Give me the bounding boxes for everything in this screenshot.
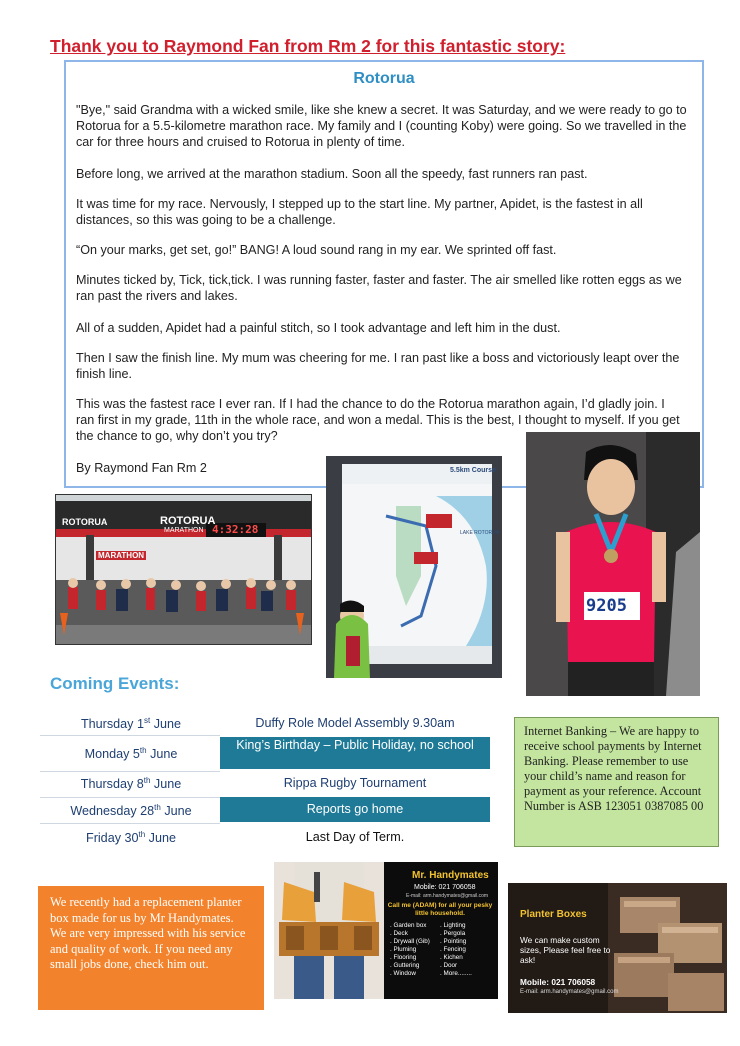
- story-paragraph: “On your marks, get set, go!” BANG! A loud sound rang in my ear. We sprinted off fast.: [76, 243, 557, 257]
- event-name: Duffy Role Model Assembly 9.30am: [255, 716, 455, 730]
- page-headline: Thank you to Raymond Fan from Rm 2 for this fantastic story:: [50, 36, 566, 56]
- banner-text: ROTORUA: [62, 517, 108, 527]
- story-paragraph: Before long, we arrived at the marathon stadium. Soon all the speedy, fast runners ran past.: [76, 167, 588, 181]
- ad-call: Call me (ADAM) for all your pesky little household.: [387, 902, 493, 917]
- story-paragraph: All of a sudden, Apidet had a painful stitch, so I took advantage and left him in the dust.: [76, 321, 561, 335]
- event-name: Rippa Rugby Tournament: [283, 776, 427, 790]
- ad-email: E-mail: arm.handymates@gmail.com: [406, 893, 489, 899]
- start-line-photo: [55, 494, 312, 645]
- planter-note: We recently had a replacement planter box made for us by Mr Handymates. We are very impressed with his service and quality of work. If you need any small jobs done, check him out.: [38, 886, 264, 1010]
- story-paragraph: Then I saw the finish line. My mum was cheering for me. I ran past like a boss and victoriously leapt over the finish line.: [76, 351, 680, 381]
- banner-text: ROTORUA: [160, 515, 216, 527]
- story-paragraph: It was time for my race. Nervously, I stepped up to the start line. My partner, Apidet, is the fastest in all distances, so this was going to be a challenge.: [76, 197, 643, 227]
- story-box: [64, 60, 704, 488]
- story-title: Rotorua: [353, 70, 415, 87]
- arch-sign: MARATHON: [98, 551, 145, 560]
- worker-image: [274, 862, 384, 999]
- event-date: Friday 30th June: [86, 830, 176, 846]
- coming-events-heading: Coming Events:: [50, 674, 180, 693]
- ad-title: Planter Boxes: [520, 909, 587, 920]
- event-date: Wednesday 28th June: [70, 803, 192, 819]
- event-name: King’s Birthday – Public Holiday, no school: [220, 737, 490, 769]
- event-date: Monday 5th June: [84, 746, 178, 762]
- map-heading: 5.5km Course: [450, 467, 496, 474]
- event-date: Thursday 1st June: [80, 716, 182, 732]
- ad-services-right: . Lighting . Pergola . Pointing . Fencing . Kichen . Door . More........: [440, 922, 472, 977]
- event-name: Reports go home: [220, 797, 490, 822]
- ad-mobile: Mobile: 021 706058: [520, 977, 596, 987]
- race-bib: 9205: [586, 596, 627, 616]
- banking-note: Internet Banking – We are happy to receive school payments by Internet Banking. Please remember to use your child’s name and reason for payment as your reference. Account Number is ASB 123051 0387085 00: [514, 717, 719, 847]
- event-date: Thursday 8th June: [80, 776, 182, 792]
- story-paragraph: "Bye," said Grandma with a wicked smile, like she knew a secret. It was Saturday, and we were ready to go to Rotorua for a 5.5-kilometre marathon race. My family and I (counting Koby) were going. So we travelled in the car for three hours and cruised to Rotorua in plenty of time.: [76, 103, 687, 149]
- map-label: LAKE ROTORUA: [460, 530, 500, 536]
- handymates-ad: [274, 862, 498, 999]
- race-clock: 4:32:28: [212, 523, 259, 536]
- story-byline: By Raymond Fan Rm 2: [76, 461, 207, 475]
- banner-subtext: MARATHON: [164, 527, 204, 534]
- ad-mobile: Mobile: 021 706058: [414, 884, 476, 891]
- ad-services-left: . Garden box . Deck . Drywall (Gib) . Pluming . Flooring . Guttering . Window: [390, 922, 430, 977]
- story-paragraph: This was the fastest race I ever ran. If I had the chance to do the Rotorua marathon again, I’d gladly join. I ran first in my grade, 11th in the whole race, and won a medal. This is the best, I thought to myself. If you get the chance to go, why don’t you try?: [76, 397, 680, 443]
- event-name: Last Day of Term.: [305, 830, 405, 844]
- runner-photo: [526, 432, 700, 696]
- course-map-photo: [326, 456, 502, 678]
- story-paragraph: Minutes ticked by, Tick, tick,tick. I was running faster, faster and faster. The air smelled like rotten eggs as we ran past the rivers and lakes.: [76, 273, 682, 303]
- ad-title: Mr. Handymates: [412, 870, 489, 881]
- planter-boxes-ad: [508, 883, 727, 1013]
- ad-body: We can make custom sizes, Please feel free to ask!: [520, 935, 611, 965]
- planter-image: [608, 883, 727, 1013]
- ad-email: E-mail: arm.handymates@gmail.com: [520, 989, 619, 995]
